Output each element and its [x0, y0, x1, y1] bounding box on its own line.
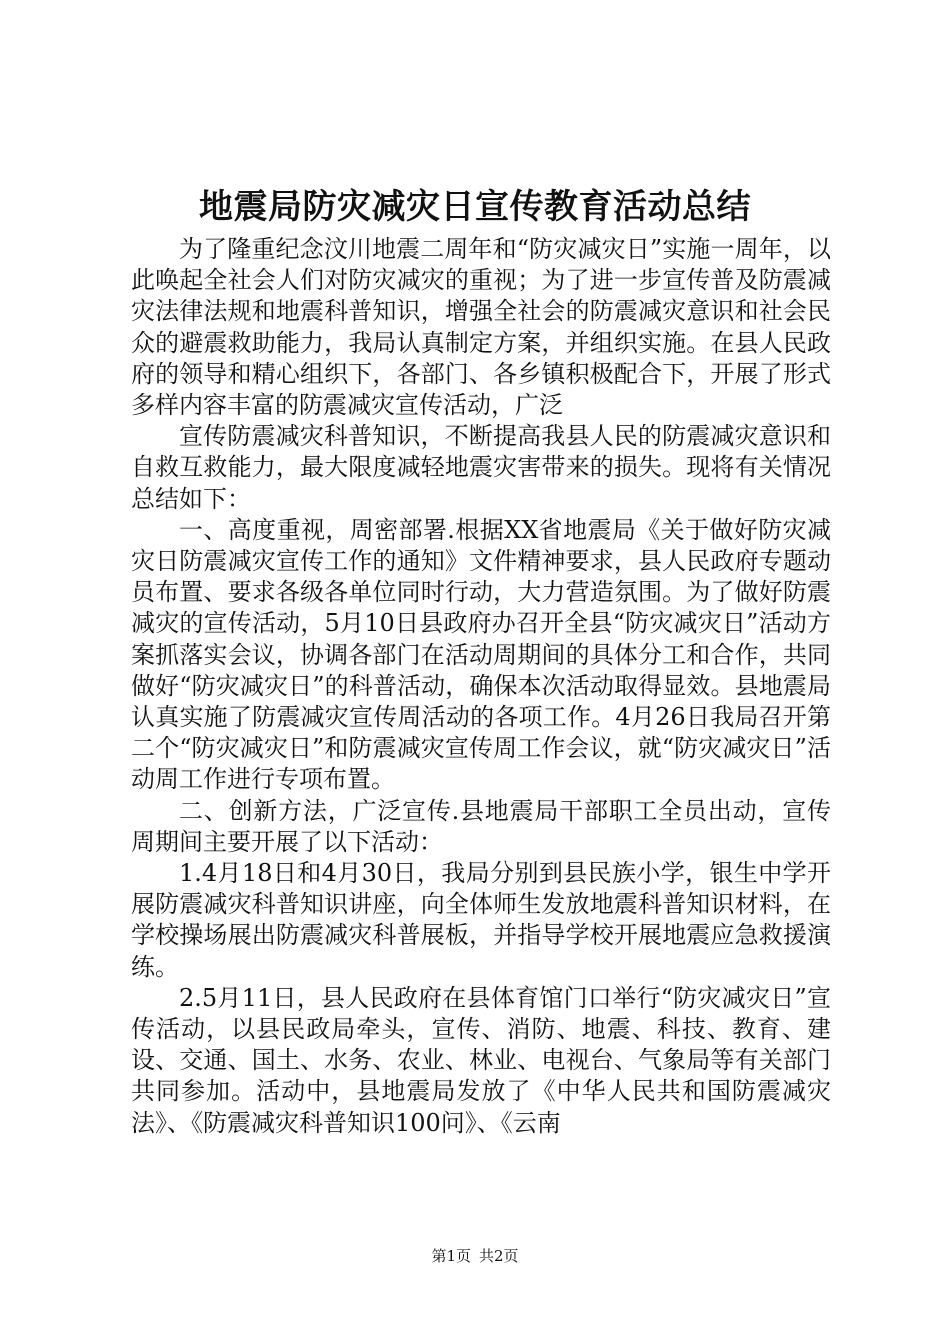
paragraph: 二、创新方法，广泛宣传.县地震局干部职工全员出动，宣传周期间主要开展了以下活动：	[131, 796, 831, 856]
page-number-total: 共2页	[479, 1247, 519, 1265]
paragraph: 2.5月11日，县人民政府在县体育馆门口举行“防灾减灾日”宣传活动，以县民政局牵头，宣传、消防、地震、科技、教育、建设、交通、国土、水务、农业、林业、电视台、气象局等有关部门共同参加。活动中，县地震局发放了《中华人民共和国防震减灾法》、《防震减灾科普知识100问》、《云南	[131, 983, 831, 1137]
paragraph: 一、高度重视，周密部署.根据XX省地震局《关于做好防灾减灾日防震减灾宣传工作的通知》文件精神要求，县人民政府专题动员布置、要求各级各单位同时行动，大力营造氛围。为了做好防震减灾的宣传活动，5月10日县政府办召开全县“防灾减灾日”活动方案抓落实会议，协调各部门在活动周期间的具体分工和合作，共同做好“防灾减灾日”的科普活动，确保本次活动取得显效。县地震局认真实施了防震减灾宣传周活动的各项工作。4月26日我局召开第二个“防灾减灾日”和防震减灾宣传周工作会议，就“防灾减灾日”活动周工作进行专项布置。	[131, 515, 831, 794]
paragraph: 为了隆重纪念汶川地震二周年和“防灾减灾日”实施一周年，以此唤起全社会人们对防灾减灾的重视；为了进一步宣传普及防震减灾法律法规和地震科普知识，增强全社会的防震减灾意识和社会民众的避震救助能力，我局认真制定方案，并组织实施。在县人民政府的领导和精心组织下，各部门、各乡镇积极配合下，开展了形式多样内容丰富的防震减灾宣传活动，广泛	[131, 235, 831, 420]
paragraph: 宣传防震减灾科普知识，不断提高我县人民的防震减灾意识和自救互救能力，最大限度减轻地震灾害带来的损失。现将有关情况总结如下：	[131, 422, 831, 513]
document-title: 地震局防灾减灾日宣传教育活动总结	[199, 187, 751, 227]
page-footer	[0, 1246, 950, 1266]
paragraph: 1.4月18日和4月30日，我局分别到县民族小学，银生中学开展防震减灾科普知识讲座，向全体师生发放地震科普知识材料，在学校操场展出防震减灾科普展板，并指导学校开展地震应急救援演练。	[131, 859, 831, 981]
document-body	[131, 234, 831, 1139]
page-number-current: 第1页	[431, 1247, 471, 1265]
